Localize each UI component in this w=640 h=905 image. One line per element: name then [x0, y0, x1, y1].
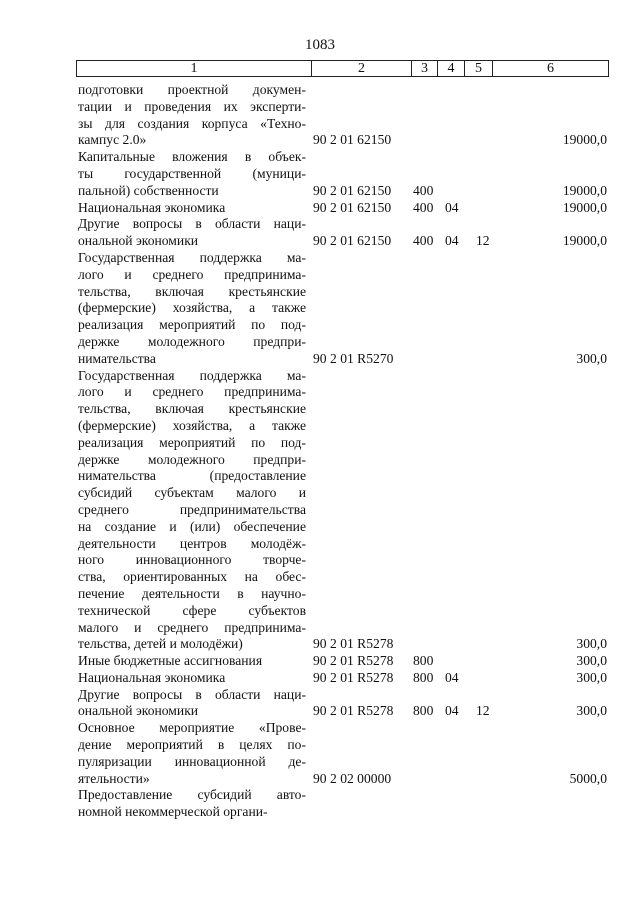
budget-code: 90 2 02 00000: [313, 770, 392, 786]
description-line: Национальная экономика: [78, 199, 226, 215]
description-line: тации и проведения их эксперти-: [78, 98, 306, 114]
header-col-4: 4: [438, 61, 465, 76]
header-col-6: 6: [547, 61, 554, 76]
row-values: [0, 670, 640, 687]
expense-type: 400: [413, 182, 434, 198]
table-row: [0, 200, 640, 217]
budget-code: 90 2 01 62150: [313, 233, 392, 249]
description-line: (фермерские) хозяйства, а также: [78, 300, 306, 316]
description-line: малого и среднего предпринима-: [78, 619, 306, 635]
expense-type: 800: [413, 703, 434, 719]
description-line: Предоставление субсидий авто-: [78, 787, 306, 803]
row-values: [0, 233, 640, 250]
amount: 19000,0: [562, 132, 607, 148]
description-line: реализация мероприятий по под-: [78, 317, 306, 333]
row-description: [78, 368, 306, 654]
table-row: [0, 670, 640, 687]
table-body: [0, 82, 640, 821]
description-line: среднего предпринимательства: [78, 501, 306, 517]
description-line: зы для создания корпуса «Техно-: [78, 115, 306, 131]
row-values: [0, 351, 640, 368]
row-values: [0, 804, 640, 821]
table-row: [0, 720, 640, 787]
header-col-5: 5: [465, 61, 493, 76]
description-line: лого и среднего предпринима-: [78, 384, 306, 400]
amount: 5000,0: [569, 770, 607, 786]
description-line: Иные бюджетные ассигнования: [78, 653, 263, 669]
expense-type: 800: [413, 653, 434, 669]
subsection-code: 12: [476, 703, 490, 719]
description-line: пуляризации инновационной де-: [78, 753, 306, 769]
amount: 19000,0: [562, 199, 607, 215]
amount: 19000,0: [562, 182, 607, 198]
budget-code: 90 2 01 R5270: [313, 350, 394, 366]
table-row: [0, 82, 640, 149]
budget-code: 90 2 01 R5278: [313, 703, 394, 719]
table-row: [0, 787, 640, 821]
description-line: ты государственной (муници-: [78, 165, 306, 181]
amount: 300,0: [576, 350, 607, 366]
description-line: печение деятельности в научно-: [78, 585, 306, 601]
amount: 300,0: [576, 653, 607, 669]
row-values: [0, 771, 640, 788]
row-values: [0, 636, 640, 653]
description-line: держке молодежного предпри-: [78, 333, 306, 349]
amount: 19000,0: [562, 233, 607, 249]
row-values: [0, 703, 640, 720]
description-line: субсидий субъектам малого и: [78, 485, 306, 501]
description-line: (фермерские) хозяйства, а также: [78, 417, 306, 433]
table-row: [0, 250, 640, 368]
header-col-3: 3: [412, 61, 438, 76]
expense-type: 400: [413, 233, 434, 249]
description-line: тельства, детей и молодёжи): [78, 636, 243, 652]
description-line: тельства, включая крестьянские: [78, 401, 306, 417]
description-line: на создание и (или) обеспечение: [78, 518, 306, 534]
amount: 300,0: [576, 636, 607, 652]
budget-code: 90 2 01 62150: [313, 199, 392, 215]
budget-code: 90 2 01 R5278: [313, 636, 394, 652]
description-line: технической сфере субъектов: [78, 602, 306, 618]
description-line: Основное мероприятие «Прове-: [78, 720, 306, 736]
description-line: дение мероприятий в целях по-: [78, 737, 306, 753]
section-code: 04: [445, 233, 459, 249]
description-line: нимательства (предоставление: [78, 468, 306, 484]
description-line: тельства, включая крестьянские: [78, 283, 306, 299]
table-row: [0, 687, 640, 721]
header-col-1: 1: [77, 61, 312, 76]
expense-type: 800: [413, 669, 434, 685]
description-line: ятельности»: [78, 770, 150, 786]
expense-type: 400: [413, 199, 434, 215]
row-values: [0, 653, 640, 670]
description-line: Государственная поддержка ма-: [78, 367, 306, 383]
description-line: Национальная экономика: [78, 669, 226, 685]
section-code: 04: [445, 669, 459, 685]
description-line: номной некоммерческой органи-: [78, 804, 268, 820]
description-line: лого и среднего предпринима-: [78, 266, 306, 282]
section-code: 04: [445, 703, 459, 719]
description-line: ства, ориентированных на обес-: [78, 569, 306, 585]
budget-code: 90 2 01 R5278: [313, 669, 394, 685]
budget-code: 90 2 01 62150: [313, 132, 392, 148]
description-line: нимательства: [78, 350, 156, 366]
subsection-code: 12: [476, 233, 490, 249]
row-values: [0, 183, 640, 200]
row-values: [0, 200, 640, 217]
description-line: Капитальные вложения в объек-: [78, 149, 306, 165]
description-line: держке молодежного предпри-: [78, 451, 306, 467]
table-header: [76, 60, 609, 77]
row-values: [0, 132, 640, 149]
table-row: [0, 149, 640, 199]
description-line: Другие вопросы в области наци-: [78, 216, 306, 232]
section-code: 04: [445, 199, 459, 215]
budget-code: 90 2 01 R5278: [313, 653, 394, 669]
header-col-2: 2: [312, 61, 412, 76]
description-line: ного инновационного творче-: [78, 552, 306, 568]
description-line: подготовки проектной докумен-: [78, 82, 306, 97]
description-line: ональной экономики: [78, 233, 199, 249]
page-number: 1083: [305, 37, 335, 53]
table-row: [0, 368, 640, 654]
amount: 300,0: [576, 669, 607, 685]
description-line: кампус 2.0»: [78, 132, 147, 148]
budget-code: 90 2 01 62150: [313, 182, 392, 198]
description-line: Другие вопросы в области наци-: [78, 686, 306, 702]
description-line: Государственная поддержка ма-: [78, 249, 306, 265]
amount: 300,0: [576, 703, 607, 719]
table-row: [0, 653, 640, 670]
description-line: пальной) собственности: [78, 182, 219, 198]
description-line: реализация мероприятий по под-: [78, 434, 306, 450]
description-line: деятельности центров молодёж-: [78, 535, 306, 551]
description-line: ональной экономики: [78, 703, 199, 719]
table-row: [0, 216, 640, 250]
